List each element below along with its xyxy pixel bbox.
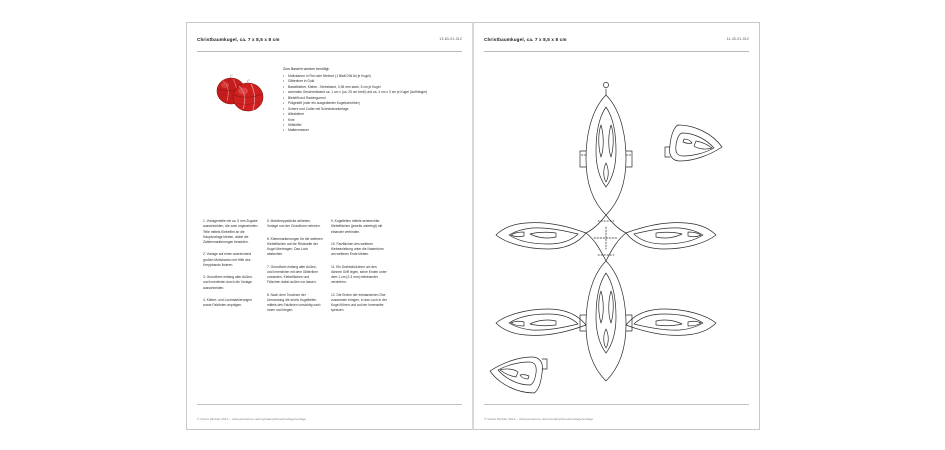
instructions-section: [203, 219, 456, 321]
instruction-step: 12. Die Enden der entstandenen Öse zusammen bringen, in das Loch in der Kugel führen und auf der Innenseite spreizen.: [331, 292, 387, 313]
instruction-step: 9. Kugelteilen mittels senkrechter Klebeflächen (jeweils unterlegt) mit einander verbinden.: [331, 219, 383, 234]
instruction-step: 5. Motivkreppstücke abheben, Vorlage von der Grundform nehmen.: [267, 219, 321, 229]
list-item: • Knie: [283, 118, 455, 123]
list-item: • Hilfslöffel: [283, 123, 455, 128]
document-page-right: [473, 22, 760, 430]
instruction-step: 1. Vorlagenteile mit ca. 5 mm Zugabe ausschneiden, die zwei ungerahmten Teile mittels Klebefilm an die Hauptvorlage kleben, dabei die Zahlenmarkierungen beachten.: [203, 219, 258, 245]
instruction-step: 2. Vorlage auf einen ausreichend großen Motivkarton mit Hilfe des Kreppbands fixieren.: [203, 252, 252, 267]
page-code-left: 13-63-01-012: [439, 37, 462, 41]
document-page-left: [186, 22, 473, 430]
page-header-right: [484, 37, 749, 52]
instruction-step: 10. Falzflächen des weiteren Klebeanleitung unter die Nasenform am weiteren Ende kleben.: [331, 241, 384, 257]
instructions-column-2: [267, 219, 323, 321]
list-item: • Schere und Cutter mit Schneideunterlage: [283, 107, 455, 112]
list-item: • Prägestift (oder ein ausgedienter Kugelschreiber): [283, 101, 455, 106]
page-footer-right: [484, 404, 749, 421]
instruction-step: 11. Ein Drahtstückchen um den dünnen Griff legen, seine Enden unter dem 1 cm (2-3 mm) miteinander verdrehen.: [331, 264, 387, 285]
instruction-step: 7. Grundform entlang aller Außen- und Innenlinien mit dem Glitterliner umranden, Klebeflächen und Fälzchen dabei außen vor lassen.: [267, 264, 318, 285]
cut-template-drawing: [482, 63, 752, 413]
instructions-column-1: [203, 219, 259, 321]
list-item: • Bastelkleber, Kleber - Klebeband, 0,35 mm stark, 5 cm je Kugel: [283, 85, 455, 90]
materials-list: [283, 74, 455, 134]
instruction-step: 3. Grundform entlang aller Außen- und Innenlinien durch die Vorlage ausschneiden.: [203, 275, 253, 290]
page-title-right: Christbaumkugel, ca. 7 x 8,5 x 8 cm: [484, 37, 567, 42]
instruction-step: 8. Nach dem Trocknen der Umrandung die sechs Kugelteilen mittels des Falzlinien vorsichtig nach innen und biegen.: [267, 292, 321, 313]
instructions-column-3: [331, 219, 387, 321]
list-item: • Mattenmesser: [283, 128, 455, 133]
page-header-left: [197, 37, 462, 52]
list-item: • Bleistift und Radiergummi: [283, 96, 455, 101]
ornament-photo: [203, 67, 275, 125]
list-item: • Glitterliner in Gold: [283, 79, 455, 84]
instruction-step: 4. Kleber- und Lochmarkierungen sowie Falzlinien anprägen.: [203, 297, 252, 308]
list-item: • schmales Geschenkband ca. 1 cm x (ca. 25 cm breit) und ca. 4 cm x 3 cm je Kugel (Aufhänger): [283, 90, 455, 95]
page-title-left: Christbaumkugel, ca. 7 x 8,5 x 8 cm: [197, 37, 280, 42]
materials-heading: Zum Basteln werden benötigt:: [283, 67, 330, 71]
list-item: • Alleskleber: [283, 112, 455, 117]
materials-section: [283, 67, 455, 134]
copyright-text: © Vicina Zimbler 2014 – www.pusherme.net/my/stamp/bmsel/vorlage/vorlage: [197, 417, 307, 421]
list-item: • Motivkarton in Rot oder Nielmot (1 Blatt DIN A4 je Kugel): [283, 74, 455, 79]
page-footer-left: [197, 404, 462, 421]
instruction-step: 6. Klebemarkierungen für die weiteren Klebeflächen auf die Rückseite der Kugel übertragen. Das Loch abstechen.: [267, 236, 323, 257]
page-code-right: 11-43-01-012: [726, 37, 749, 41]
copyright-text: © Vicina Zimbler 2014 – www.pusherme.net/my/stamp/bmsel/vorlage/vorlage: [484, 417, 594, 421]
document-spread: [186, 22, 760, 430]
